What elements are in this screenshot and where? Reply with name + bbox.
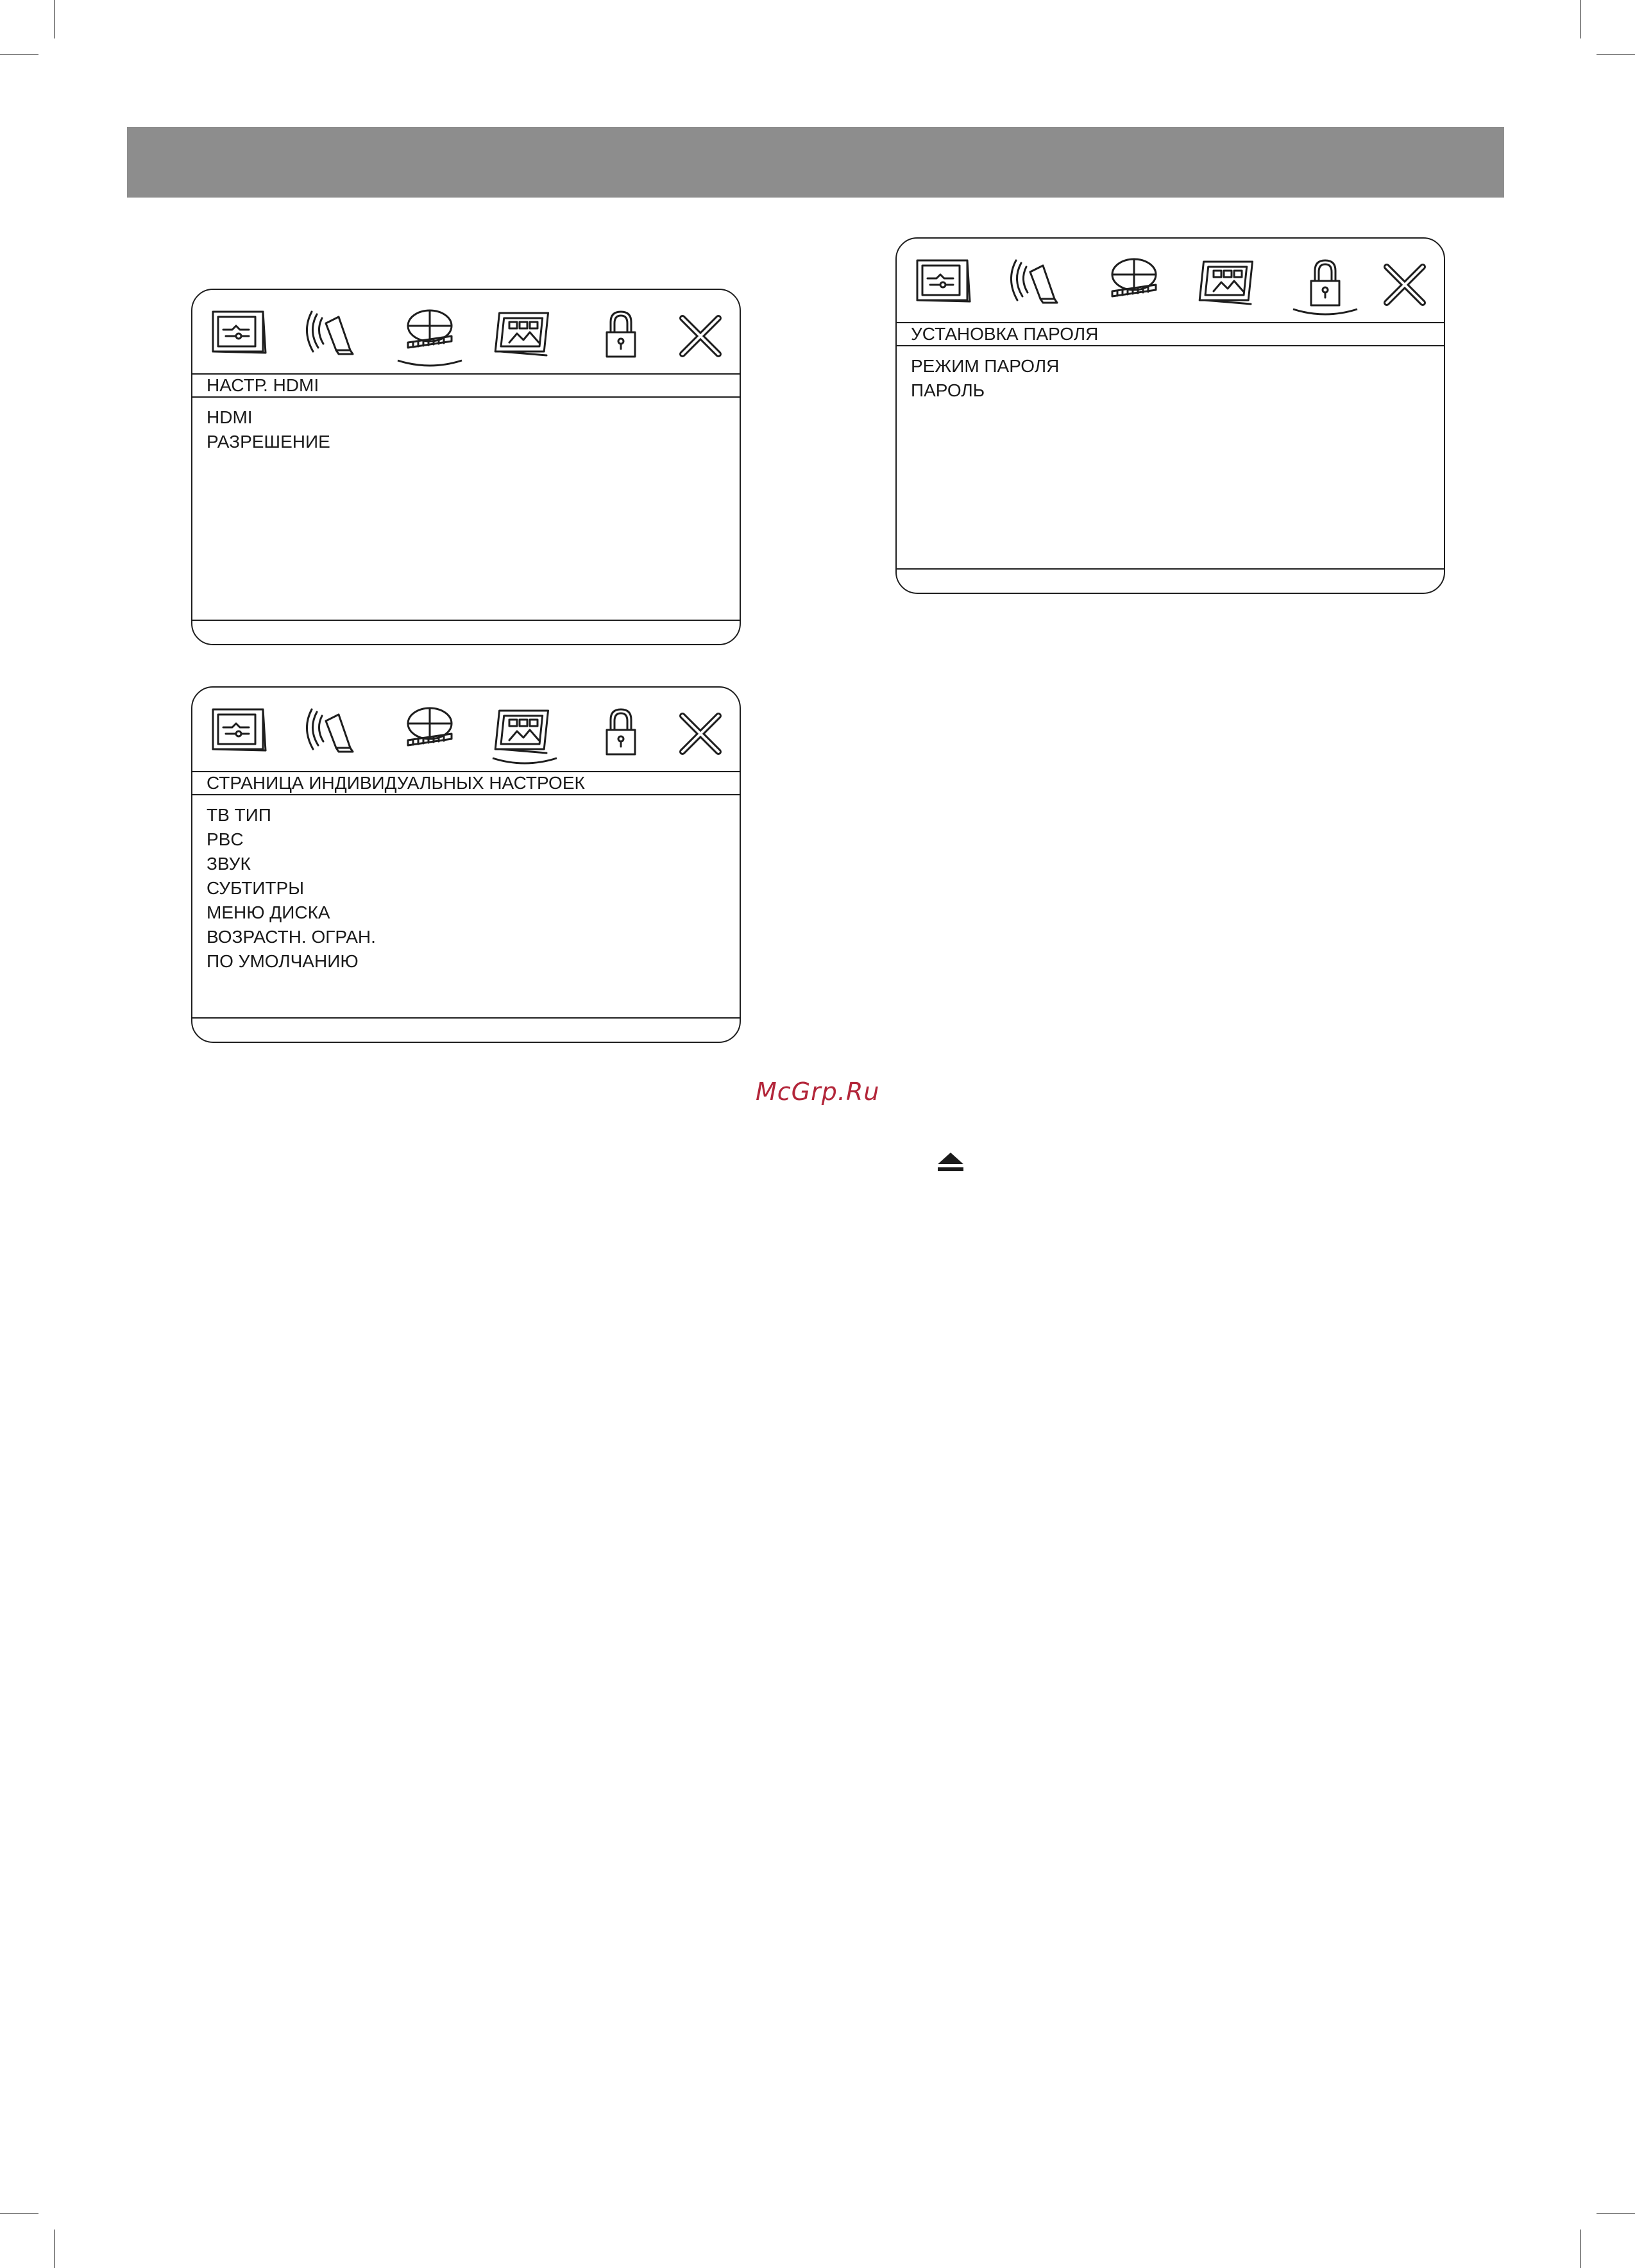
- close-icon[interactable]: [668, 304, 733, 368]
- menu-panel-preferences: [191, 686, 741, 1043]
- menu-items: [207, 803, 725, 974]
- menu-item[interactable]: HDMI: [207, 407, 253, 427]
- menu-panel-password: [895, 237, 1445, 594]
- tv-setup-icon[interactable]: [911, 253, 975, 317]
- picture-screen-icon[interactable]: [493, 304, 557, 368]
- crop-mark: [54, 0, 55, 38]
- header-bar: [127, 127, 1504, 198]
- disc-icon[interactable]: [398, 304, 462, 368]
- lock-icon[interactable]: [589, 304, 653, 368]
- crop-mark: [54, 2230, 55, 2268]
- panel-title: СТРАНИЦА ИНДИВИДУАЛЬНЫХ НАСТРОЕК: [192, 771, 740, 795]
- crop-mark: [0, 2213, 38, 2214]
- close-icon[interactable]: [668, 702, 733, 766]
- crop-mark: [1580, 2230, 1581, 2268]
- speaker-icon[interactable]: [300, 304, 364, 368]
- lock-icon[interactable]: [589, 702, 653, 766]
- panel-title: НАСТР. HDMI: [192, 373, 740, 398]
- menu-item[interactable]: ПО УМОЛЧАНИЮ: [207, 951, 359, 971]
- menu-item[interactable]: РЕЖИМ ПАРОЛЯ: [911, 356, 1060, 376]
- menu-panel-hdmi: [191, 289, 741, 645]
- speaker-icon[interactable]: [300, 702, 364, 766]
- crop-mark: [1597, 2213, 1635, 2214]
- tv-setup-icon[interactable]: [207, 304, 271, 368]
- menu-items: [207, 405, 725, 454]
- picture-screen-icon[interactable]: [1197, 253, 1261, 317]
- tv-setup-icon[interactable]: [207, 702, 271, 766]
- menu-item[interactable]: PBC: [207, 829, 244, 849]
- picture-screen-icon[interactable]: [493, 702, 557, 766]
- menu-item[interactable]: СУБТИТРЫ: [207, 878, 304, 898]
- eject-icon: [936, 1151, 965, 1173]
- menu-item[interactable]: ВОЗРАСТН. ОГРАН.: [207, 927, 376, 947]
- menu-item[interactable]: ПАРОЛЬ: [911, 380, 985, 400]
- disc-icon[interactable]: [398, 702, 462, 766]
- crop-mark: [0, 54, 38, 55]
- panel-footer-divider: [192, 620, 740, 621]
- crop-mark: [1597, 54, 1635, 55]
- panel-footer-divider: [897, 568, 1444, 570]
- panel-title: УСТАНОВКА ПАРОЛЯ: [897, 322, 1444, 346]
- menu-item[interactable]: ТВ ТИП: [207, 805, 271, 825]
- crop-mark: [1580, 0, 1581, 38]
- lock-icon[interactable]: [1293, 253, 1357, 317]
- menu-item[interactable]: РАЗРЕШЕНИЕ: [207, 432, 330, 452]
- menu-item[interactable]: МЕНЮ ДИСКА: [207, 902, 330, 922]
- menu-items: [911, 354, 1430, 403]
- watermark-text: McGrp.Ru: [756, 1078, 880, 1106]
- panel-footer-divider: [192, 1017, 740, 1019]
- close-icon[interactable]: [1373, 253, 1437, 317]
- menu-item[interactable]: ЗВУК: [207, 854, 251, 874]
- speaker-icon[interactable]: [1004, 253, 1069, 317]
- disc-icon[interactable]: [1102, 253, 1166, 317]
